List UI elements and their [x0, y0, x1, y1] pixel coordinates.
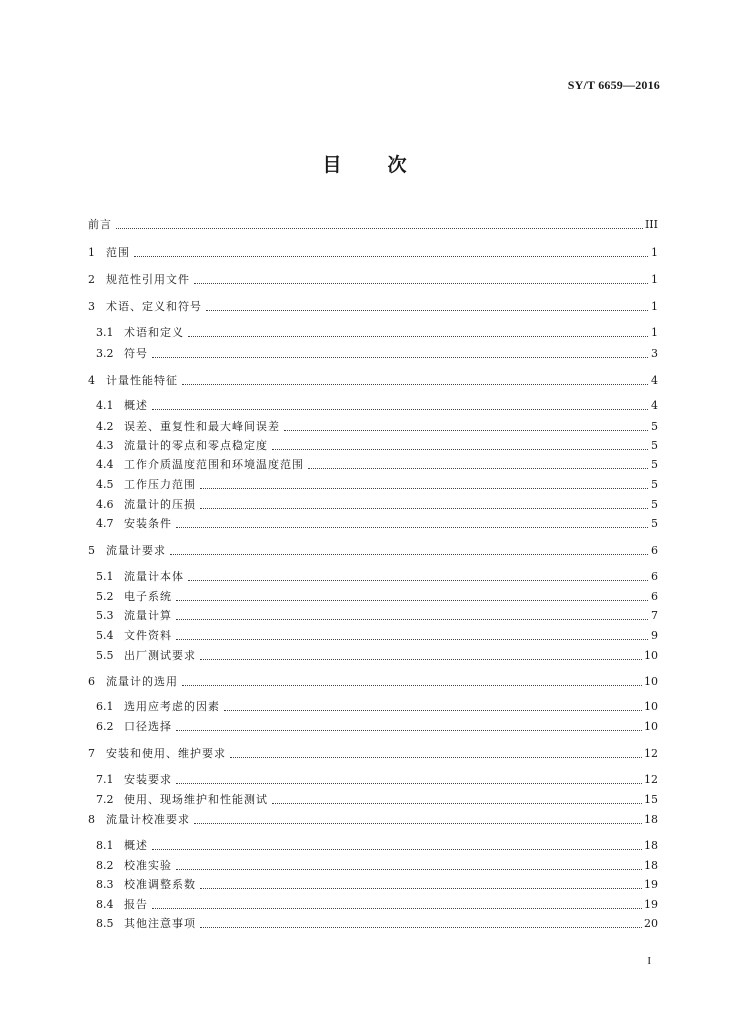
toc-entry-number: 4 [88, 374, 95, 387]
toc-entry[interactable] [88, 568, 658, 584]
toc-entry-page: 5 [651, 478, 658, 491]
toc-entry[interactable] [88, 418, 658, 434]
toc-entry-page: 5 [651, 458, 658, 471]
toc-entry[interactable] [88, 876, 658, 892]
toc-entry-page: 4 [651, 399, 658, 412]
toc-entry-number: 7 [88, 747, 95, 760]
toc-dot-leader [308, 468, 648, 469]
toc-entry-page: 12 [644, 747, 658, 760]
toc-entry[interactable] [88, 811, 658, 827]
toc-entry[interactable] [88, 745, 658, 761]
toc-entry-page: 6 [651, 590, 658, 603]
toc-entry-page: III [644, 218, 658, 231]
toc-entry-label: 计量性能特征 [106, 374, 178, 387]
toc-entry-number: 8.5 [96, 917, 114, 930]
toc-entry-number: 7.1 [96, 773, 114, 786]
toc-entry-number: 8 [88, 813, 95, 826]
page-title [0, 150, 729, 177]
toc-entry[interactable] [88, 456, 658, 472]
toc-dot-leader [152, 409, 648, 410]
toc-entry-number: 4.2 [96, 420, 114, 433]
toc-entry-page: 18 [644, 839, 658, 852]
toc-entry-number: 3.2 [96, 347, 114, 360]
toc-dot-leader [200, 659, 642, 660]
toc-dot-leader [152, 357, 648, 358]
toc-dot-leader [134, 256, 648, 257]
toc-entry-page: 6 [651, 544, 658, 557]
toc-dot-leader [176, 783, 642, 784]
toc-entry-page: 10 [644, 720, 658, 733]
toc-entry-page: 5 [651, 517, 658, 530]
toc-entry-number: 3 [88, 300, 95, 313]
toc-entry-page: 15 [644, 793, 658, 806]
toc-entry[interactable] [88, 515, 658, 531]
toc-entry-page: 5 [651, 498, 658, 511]
toc-entry-number: 5.3 [96, 609, 114, 622]
toc-entry[interactable] [88, 771, 658, 787]
toc-entry[interactable] [88, 397, 658, 413]
toc-entry-page: 10 [644, 675, 658, 688]
toc-entry[interactable] [88, 476, 658, 492]
toc-entry-label: 概述 [124, 399, 148, 412]
toc-entry-page: 4 [651, 374, 658, 387]
page-title-part2: 次 [387, 154, 407, 176]
toc-entry-label: 流量计本体 [124, 570, 184, 583]
toc-entry-label: 工作压力范围 [124, 478, 196, 491]
page-number: I [647, 955, 651, 967]
toc-entry-number: 6.1 [96, 700, 114, 713]
toc-entry-label: 电子系统 [124, 590, 172, 603]
toc-entry[interactable] [88, 627, 658, 643]
toc-entry[interactable] [88, 345, 658, 361]
toc-entry-label: 流量计要求 [106, 544, 166, 557]
toc-entry-page: 10 [644, 700, 658, 713]
toc-dot-leader [224, 710, 642, 711]
toc-dot-leader [152, 908, 642, 909]
toc-entry-page: 10 [644, 649, 658, 662]
toc-dot-leader [176, 730, 642, 731]
toc-entry-number: 4.5 [96, 478, 114, 491]
toc-entry-page: 6 [651, 570, 658, 583]
toc-entry-page: 1 [651, 326, 658, 339]
toc-entry-number: 8.4 [96, 898, 114, 911]
toc-entry[interactable] [88, 244, 658, 260]
toc-entry-number: 4.7 [96, 517, 114, 530]
toc-dot-leader [182, 384, 648, 385]
toc-dot-leader [200, 927, 642, 928]
toc-entry[interactable] [88, 437, 658, 453]
toc-entry-page: 12 [644, 773, 658, 786]
toc-entry-page: 9 [651, 629, 658, 642]
toc-entry-label: 安装要求 [124, 773, 172, 786]
toc-entry-label: 出厂测试要求 [124, 649, 196, 662]
toc-dot-leader [176, 639, 648, 640]
toc-dot-leader [194, 823, 642, 824]
toc-entry-page: 5 [651, 439, 658, 452]
toc-entry-number: 8.1 [96, 839, 114, 852]
toc-entry-label: 范围 [106, 246, 130, 259]
toc-entry-label: 其他注意事项 [124, 917, 196, 930]
toc-dot-leader [176, 600, 648, 601]
toc-entry[interactable] [88, 324, 658, 340]
toc-entry-label: 选用应考虑的因素 [124, 700, 220, 713]
toc-dot-leader [176, 869, 642, 870]
toc-entry[interactable] [88, 857, 658, 873]
toc-entry-label: 符号 [124, 347, 148, 360]
toc-dot-leader [116, 228, 643, 229]
toc-entry-number: 4.1 [96, 399, 114, 412]
toc-dot-leader [176, 619, 648, 620]
toc-entry-page: 5 [651, 420, 658, 433]
toc-entry-label: 流量计算 [124, 609, 172, 622]
toc-entry[interactable] [88, 896, 658, 912]
toc-entry-label: 文件资料 [124, 629, 172, 642]
toc-entry-label: 概述 [124, 839, 148, 852]
toc-entry-page: 19 [644, 898, 658, 911]
toc-entry-label: 前言 [88, 218, 112, 231]
toc-entry-page: 18 [644, 813, 658, 826]
toc-entry-label: 术语、定义和符号 [106, 300, 202, 313]
toc-entry-number: 8.3 [96, 878, 114, 891]
toc-entry-label: 校准调整系数 [124, 878, 196, 891]
toc-dot-leader [284, 430, 648, 431]
toc-entry-label: 安装条件 [124, 517, 172, 530]
toc-entry-label: 校准实验 [124, 859, 172, 872]
toc-entry-number: 7.2 [96, 793, 114, 806]
page-title-part1: 目 [322, 154, 342, 176]
toc-entry[interactable] [88, 271, 658, 287]
toc-dot-leader [188, 336, 648, 337]
toc-entry[interactable] [88, 915, 658, 931]
toc-entry-page: 1 [651, 246, 658, 259]
toc-entry-label: 误差、重复性和最大峰间误差 [124, 420, 280, 433]
toc-entry-page: 20 [644, 917, 658, 930]
toc-entry-number: 3.1 [96, 326, 114, 339]
toc-entry-label: 安装和使用、维护要求 [106, 747, 226, 760]
toc-dot-leader [182, 685, 642, 686]
toc-entry-label: 规范性引用文件 [106, 273, 190, 286]
toc-entry[interactable] [88, 496, 658, 512]
toc-dot-leader [200, 888, 642, 889]
toc-entry-number: 4.4 [96, 458, 114, 471]
toc-entry-number: 5 [88, 544, 95, 557]
toc-entry-number: 6.2 [96, 720, 114, 733]
toc-entry-number: 5.4 [96, 629, 114, 642]
toc-entry[interactable] [88, 298, 658, 314]
toc-entry-label: 报告 [124, 898, 148, 911]
toc-entry-label: 流量计的零点和零点稳定度 [124, 439, 268, 452]
toc-entry-label: 流量计的选用 [106, 675, 178, 688]
toc-entry[interactable] [88, 542, 658, 558]
toc-entry-page: 7 [651, 609, 658, 622]
toc-entry-number: 4.6 [96, 498, 114, 511]
toc-entry-number: 5.5 [96, 649, 114, 662]
toc-entry[interactable] [88, 588, 658, 604]
toc-entry-number: 5.2 [96, 590, 114, 603]
toc-entry-number: 8.2 [96, 859, 114, 872]
toc-entry[interactable] [88, 372, 658, 388]
toc-entry-number: 4.3 [96, 439, 114, 452]
toc-entry-page: 1 [651, 300, 658, 313]
toc-entry[interactable] [88, 607, 658, 623]
toc-entry[interactable] [88, 216, 658, 232]
toc-entry[interactable] [88, 673, 658, 689]
toc-entry-label: 流量计的压损 [124, 498, 196, 511]
document-code: SY/T 6659—2016 [567, 78, 660, 92]
toc-dot-leader [188, 580, 648, 581]
toc-dot-leader [194, 283, 648, 284]
toc-entry-number: 1 [88, 246, 95, 259]
toc-entry[interactable] [88, 718, 658, 734]
toc-entry[interactable] [88, 837, 658, 853]
toc-entry-label: 口径选择 [124, 720, 172, 733]
toc-dot-leader [176, 527, 648, 528]
toc-dot-leader [170, 554, 648, 555]
toc-entry-number: 5.1 [96, 570, 114, 583]
toc-dot-leader [272, 449, 648, 450]
toc-entry-page: 1 [651, 273, 658, 286]
toc-entry[interactable] [88, 791, 658, 807]
toc-entry-number: 6 [88, 675, 95, 688]
toc-dot-leader [206, 310, 648, 311]
toc-entry-page: 3 [651, 347, 658, 360]
toc-dot-leader [200, 508, 648, 509]
toc-dot-leader [230, 757, 642, 758]
toc-entry-label: 使用、现场维护和性能测试 [124, 793, 268, 806]
toc-dot-leader [152, 849, 642, 850]
toc-dot-leader [200, 488, 648, 489]
toc-entry-label: 流量计校准要求 [106, 813, 190, 826]
toc-entry-page: 18 [644, 859, 658, 872]
toc-entry-label: 工作介质温度范围和环境温度范围 [124, 458, 304, 471]
toc-entry-number: 2 [88, 273, 95, 286]
toc-entry[interactable] [88, 647, 658, 663]
toc-dot-leader [272, 803, 642, 804]
toc-entry-label: 术语和定义 [124, 326, 184, 339]
toc-entry-page: 19 [644, 878, 658, 891]
toc-entry[interactable] [88, 698, 658, 714]
